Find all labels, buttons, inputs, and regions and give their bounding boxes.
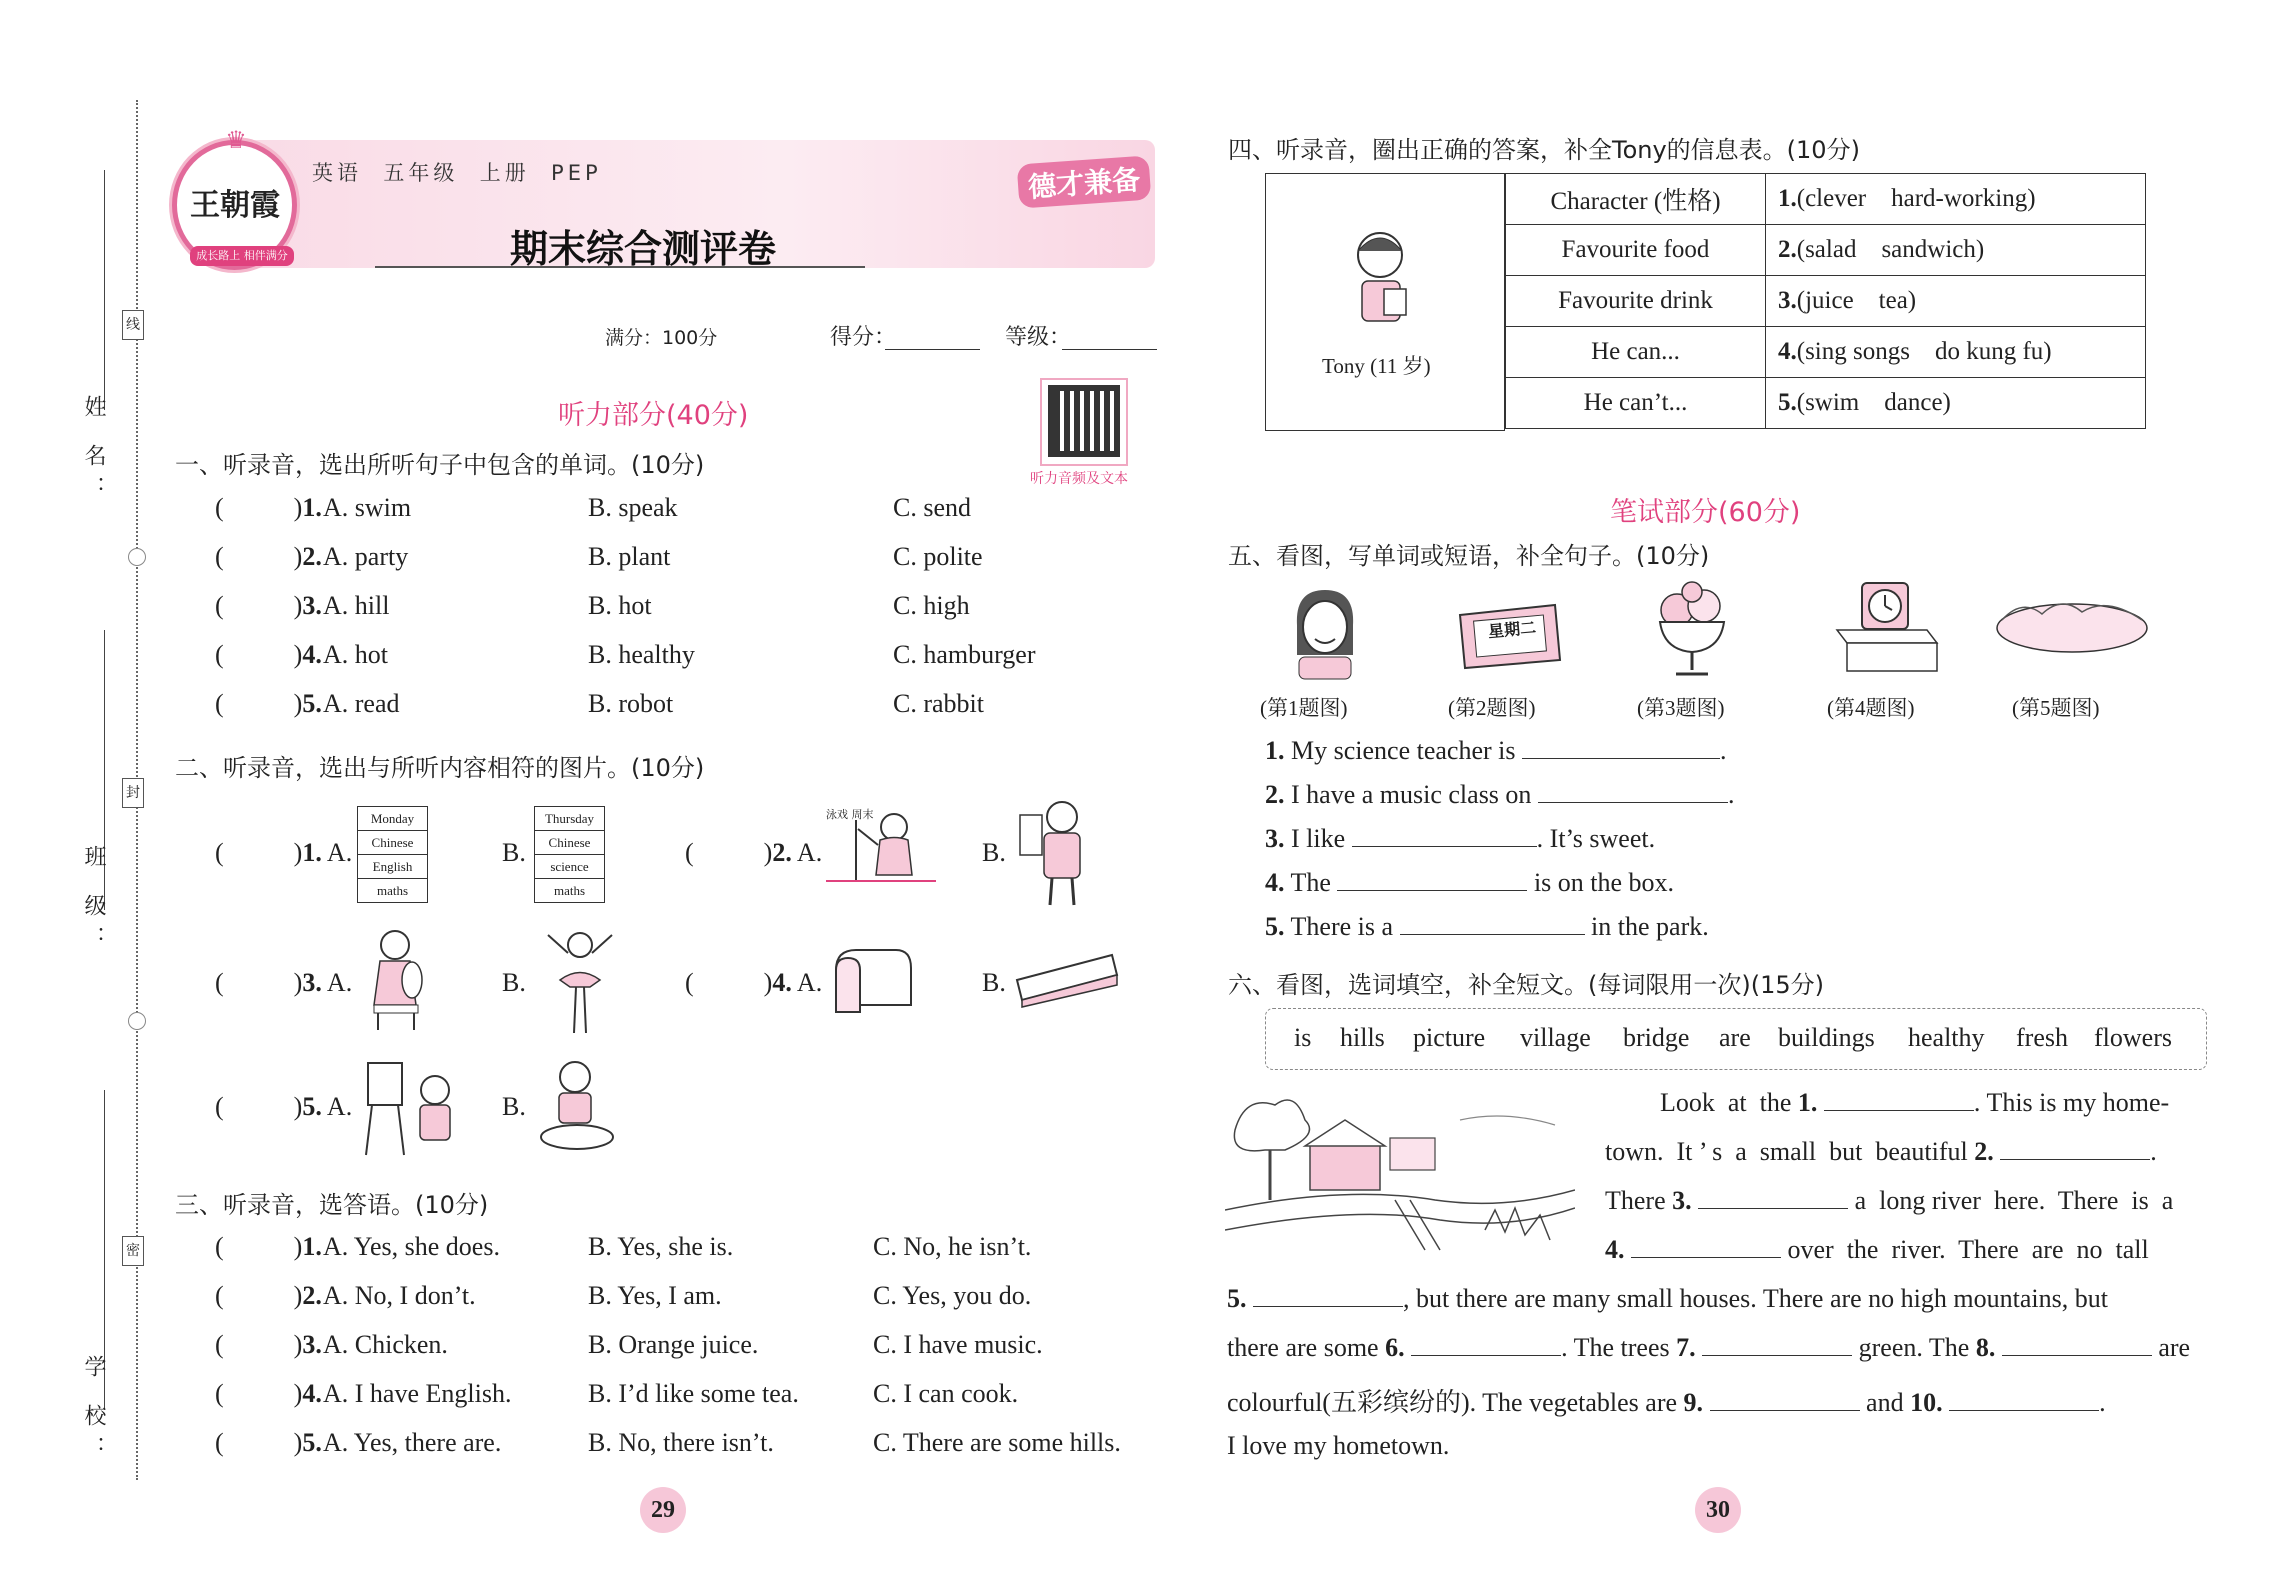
s1-num: 2.: [302, 542, 322, 571]
answer-blank[interactable]: [1400, 913, 1585, 935]
tony-row-answer: 3.(juice tea): [1766, 276, 2146, 327]
calendar-text: 星期二: [1487, 617, 1537, 642]
tony-info-table: [1505, 173, 2146, 429]
clock-on-box-picture: [1832, 575, 1942, 675]
section1-title: 一、听录音，选出所听句子中包含的单词。(10分): [175, 451, 705, 479]
s2-q1: ( )1. A.: [215, 838, 353, 867]
crown-icon: ♛: [225, 128, 247, 154]
timetable-cell: science: [535, 855, 605, 879]
timetable-cell: maths: [535, 879, 605, 903]
bread-picture: [826, 940, 916, 1020]
s3-option-a: A. Chicken.: [323, 1330, 448, 1359]
name-underline: [104, 170, 105, 410]
tony-row-label: He can’t...: [1506, 378, 1766, 429]
boy-washing-clothes-picture: [535, 1055, 620, 1155]
picture-caption-2: (第2题图): [1448, 696, 1536, 720]
page-number-left: 29: [640, 1487, 686, 1533]
s1-option-a: A. hill: [323, 591, 390, 620]
table-row: [1506, 174, 2146, 225]
answer-blank[interactable]: [2000, 1138, 2150, 1160]
tony-row-answer: 5.(swim dance): [1766, 378, 2146, 429]
subject-line: 英语 五年级 上册 PEP: [312, 161, 602, 185]
s5-sentence-2: 2. I have a music class on .: [1265, 780, 1735, 809]
s1-option-b: B. plant: [588, 542, 671, 571]
word-bank-item: are: [1719, 1023, 1751, 1052]
answer-blank[interactable]: [1337, 869, 1527, 891]
s1-row-1: ( )1.: [215, 493, 322, 522]
s1-option-c: C. rabbit: [893, 689, 984, 718]
s1-option-c: C. hamburger: [893, 640, 1036, 669]
logo-slogan: 成长路上 相伴满分: [190, 246, 294, 266]
girl-dancing-ballet-picture: [540, 925, 620, 1040]
answer-blank[interactable]: [1352, 825, 1537, 847]
answer-blank[interactable]: [1411, 1334, 1561, 1356]
sign-text: 泳戏 周末: [826, 808, 874, 821]
passage-line-2: town. It ’ s a small but beautiful 2. .: [1605, 1137, 2157, 1166]
tony-reading-picture: [1338, 225, 1428, 340]
s3-option-c: C. No, he isn’t.: [873, 1232, 1032, 1261]
s5-sentence-4: 4. The is on the box.: [1265, 868, 1675, 897]
answer-blank[interactable]: [1702, 1334, 1852, 1356]
grade-blank: [1062, 349, 1157, 350]
answer-blank[interactable]: [1824, 1089, 1974, 1111]
seal-box-seal: 封: [122, 778, 144, 808]
picture-caption-4: (第4题图): [1827, 696, 1915, 720]
word-bank-item: healthy: [1908, 1023, 1985, 1052]
section4-title: 四、听录音，圈出正确的答案，补全Tony的信息表。(10分): [1228, 136, 1860, 164]
s5-sentence-1: 1. My science teacher is .: [1265, 736, 1727, 765]
sandwich-picture: [1012, 945, 1122, 1010]
word-bank-item: fresh: [2016, 1023, 2068, 1052]
s1-option-b: B. speak: [588, 493, 678, 522]
timetable-cell: Thursday: [535, 807, 605, 831]
s1-row-4: ( )4.: [215, 640, 322, 669]
tony-row-answer: 4.(sing songs do kung fu): [1766, 327, 2146, 378]
word-bank-item: village: [1520, 1023, 1591, 1052]
s1-option-a: A. swim: [323, 493, 412, 522]
s5-sentence-3: 3. I like . It’s sweet.: [1265, 824, 1656, 853]
word-bank-item: picture: [1413, 1023, 1486, 1052]
s3-option-b: B. I’d like some tea.: [588, 1379, 799, 1408]
school-label: 学 校：: [81, 1355, 106, 1468]
score-label: 得分：: [830, 325, 897, 350]
qr-frame: [1040, 378, 1128, 466]
word-bank-item: hills: [1340, 1023, 1385, 1052]
table-row: [1506, 276, 2146, 327]
word-bank-item: flowers: [2094, 1023, 2172, 1052]
ice-cream-picture: [1652, 580, 1732, 680]
passage-line-8: I love my hometown.: [1227, 1431, 1450, 1460]
old-man-cooking-picture: [1012, 795, 1107, 910]
word-bank-item: bridge: [1623, 1023, 1690, 1052]
word-bank-item: buildings: [1778, 1023, 1875, 1052]
section2-title: 二、听录音，选出与所听内容相符的图片。(10分): [175, 754, 705, 782]
s3-option-a: A. Yes, there are.: [323, 1428, 502, 1457]
s2-q1-b: B.: [502, 838, 526, 867]
s3-option-c: C. I can cook.: [873, 1379, 1019, 1408]
s1-option-c: C. polite: [893, 542, 983, 571]
s3-row-5: ( )5.: [215, 1428, 322, 1457]
logo-text: 王朝霞: [190, 188, 280, 223]
section5-title: 五、看图，写单词或短语，补全句子。(10分): [1228, 542, 1710, 570]
s2-q5-b: B.: [502, 1092, 526, 1121]
passage-line-5: 5. , but there are many small houses. There are no high mountains, but: [1227, 1284, 2108, 1313]
word-bank: [1265, 1008, 2207, 1070]
s2-q4-b: B.: [982, 968, 1006, 997]
s1-option-a: A. party: [323, 542, 409, 571]
s1-row-5: ( )5.: [215, 689, 322, 718]
s1-option-a: A. read: [323, 689, 400, 718]
s2-q2: ( )2. A.: [685, 838, 823, 867]
girl-swimming-sign-picture: [826, 805, 936, 895]
tony-row-label: He can...: [1506, 327, 1766, 378]
s3-row-4: ( )4.: [215, 1379, 322, 1408]
picture-caption-1: (第1题图): [1260, 696, 1348, 720]
writing-title: 笔试部分(60分): [1610, 497, 1801, 528]
passage-line-4: 4. over the river. There are no tall: [1605, 1235, 2149, 1264]
punch-hole-icon: [128, 548, 146, 566]
lake-picture: [1992, 590, 2152, 660]
answer-blank[interactable]: [1631, 1236, 1781, 1258]
virtue-badge: 德才兼备: [1017, 155, 1152, 208]
class-label: 班 级：: [81, 845, 106, 958]
title-underline: [375, 266, 865, 268]
s1-option-c: C. send: [893, 493, 971, 522]
listening-title: 听力部分(40分): [558, 400, 749, 431]
table-row: [1506, 378, 2146, 429]
s1-option-b: B. hot: [588, 591, 652, 620]
passage-line-7: colourful(五彩缤纷的). The vegetables are 9. and 10. .: [1227, 1388, 2106, 1417]
s2-q4: ( )4. A.: [685, 968, 823, 997]
s1-option-a: A. hot: [323, 640, 388, 669]
s3-option-a: A. I have English.: [323, 1379, 512, 1408]
s1-num: 5.: [302, 689, 322, 718]
timetable-cell: maths: [358, 879, 428, 903]
section6-title: 六、看图，选词填空，补全短文。(每词限用一次)(15分): [1228, 971, 1824, 999]
s3-option-a: A. Yes, she does.: [323, 1232, 500, 1261]
s1-num: 4.: [302, 640, 322, 669]
table-row: [1506, 225, 2146, 276]
s3-option-b: B. No, there isn’t.: [588, 1428, 774, 1457]
full-marks: 满分：100分: [605, 327, 718, 349]
passage-line-6: there are some 6. . The trees 7. green. The 8. are: [1227, 1333, 2191, 1362]
answer-blank[interactable]: [1538, 781, 1728, 803]
seal-box-line: 线: [122, 310, 144, 340]
s2-q3-b: B.: [502, 968, 526, 997]
passage-line-3: There 3. a long river here. There is a: [1605, 1186, 2174, 1215]
answer-blank[interactable]: [1522, 737, 1720, 759]
timetable-cell: Monday: [358, 807, 428, 831]
s3-option-c: C. Yes, you do.: [873, 1281, 1032, 1310]
page-title: 期末综合测评卷: [510, 227, 777, 271]
s1-option-b: B. healthy: [588, 640, 695, 669]
s3-option-b: B. Yes, I am.: [588, 1281, 722, 1310]
tony-row-label: Favourite food: [1506, 225, 1766, 276]
timetable-a: [357, 806, 428, 903]
s3-option-b: B. Yes, she is.: [588, 1232, 734, 1261]
answer-blank[interactable]: [1710, 1389, 1860, 1411]
table-row: [1506, 327, 2146, 378]
boy-drawing-picture: [360, 1055, 470, 1160]
section3-title: 三、听录音，选答语。(10分): [175, 1191, 489, 1219]
answer-blank[interactable]: [1698, 1187, 1848, 1209]
tony-row-label: Favourite drink: [1506, 276, 1766, 327]
timetable-cell: Chinese: [358, 831, 428, 855]
girl-playing-pipa-picture: [360, 925, 435, 1035]
answer-blank[interactable]: [2002, 1334, 2152, 1356]
picture-caption-5: (第5题图): [2012, 696, 2100, 720]
timetable-b: [534, 806, 605, 903]
tony-row-answer: 2.(salad sandwich): [1766, 225, 2146, 276]
timetable-cell: Chinese: [535, 831, 605, 855]
s2-q3: ( )3. A.: [215, 968, 353, 997]
punch-hole-icon: [128, 1012, 146, 1030]
score-blank: [885, 349, 980, 350]
answer-blank[interactable]: [1949, 1389, 2099, 1411]
timetable-cell: English: [358, 855, 428, 879]
page-number-right: 30: [1695, 1487, 1741, 1533]
grade-label: 等级：: [1005, 325, 1072, 350]
tony-row-answer: 1.(clever hard-working): [1766, 174, 2146, 225]
s1-row-3: ( )3.: [215, 591, 322, 620]
s1-num: 1.: [302, 493, 322, 522]
picture-caption-3: (第3题图): [1637, 696, 1725, 720]
answer-blank[interactable]: [1253, 1285, 1403, 1307]
s3-row-3: ( )3.: [215, 1330, 322, 1359]
s3-option-a: A. No, I don’t.: [323, 1281, 476, 1310]
s2-q2-b: B.: [982, 838, 1006, 867]
s5-sentence-5: 5. There is a in the park.: [1265, 912, 1709, 941]
s1-num: 3.: [302, 591, 322, 620]
s3-option-b: B. Orange juice.: [588, 1330, 759, 1359]
passage-line-1: Look at the 1. . This is my home-: [1660, 1088, 2170, 1117]
s1-option-b: B. robot: [588, 689, 674, 718]
seal-box-secret: 密: [122, 1236, 144, 1266]
s1-option-c: C. high: [893, 591, 970, 620]
hometown-village-picture: [1225, 1090, 1575, 1260]
s3-row-1: ( )1.: [215, 1232, 322, 1261]
smiling-teacher-picture: [1285, 585, 1365, 680]
qr-caption: 听力音频及文本: [1030, 471, 1128, 487]
s1-row-2: ( )2.: [215, 542, 322, 571]
s2-q5: ( )5. A.: [215, 1092, 353, 1121]
tony-row-label: Character (性格): [1506, 174, 1766, 225]
tony-caption: Tony (11 岁): [1322, 354, 1431, 378]
s3-row-2: ( )2.: [215, 1281, 322, 1310]
s3-option-c: C. I have music.: [873, 1330, 1043, 1359]
s3-option-c: C. There are some hills.: [873, 1428, 1121, 1457]
word-bank-item: is: [1294, 1023, 1312, 1052]
name-label: 姓 名：: [81, 395, 106, 508]
